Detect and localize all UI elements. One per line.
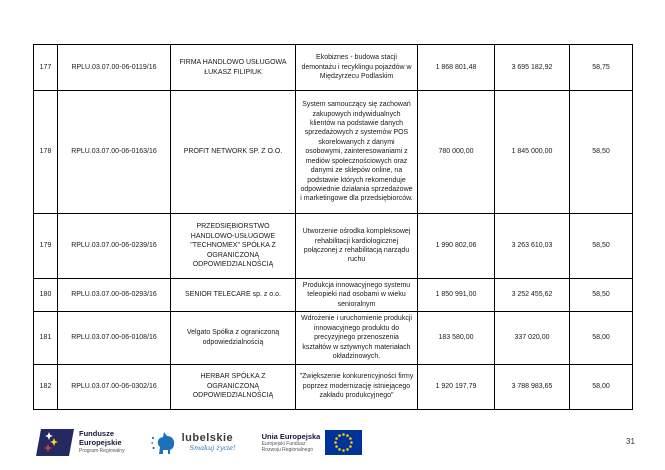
fundusze-title-line2: Europejskie [79, 437, 122, 447]
cell-row-number: 179 [34, 214, 58, 279]
cell-project-code: RPLU.03.07.00-06-0163/16 [58, 91, 171, 214]
lubelskie-tagline: Smakuj życie! [189, 443, 236, 452]
cell-applicant-name: PRZEDSIĘBIORSTWO HANDLOWO-USŁUGOWE "TECHNOMEX" SPÓŁKA Z OGRANICZONĄ ODPOWIEDZIALNOŚCIĄ [171, 214, 296, 279]
cell-applicant-name: FIRMA HANDLOWO USŁUGOWA ŁUKASZ FILIPIUK [171, 45, 296, 91]
cell-funding-amount: 1 868 801,48 [418, 45, 495, 91]
cell-total-amount: 3 788 983,65 [495, 364, 570, 409]
cell-funding-amount: 183 580,00 [418, 312, 495, 364]
cell-project-title: System samouczący się zachowań zakupowych indywidualnych klientów na podstawie danych sprzedażowych z systemów POS skorelowanych z danymi osobowymi, zainteresowaniami z mediów społecznościowych oraz danymi ze sklepów online, na podstawie których rekomenduje odpowiednie działania sprzedażowe i marketingowe dla przedsiębiorców. [296, 91, 418, 214]
cell-score: 58,50 [570, 279, 633, 312]
cell-row-number: 180 [34, 279, 58, 312]
cell-score: 58,00 [570, 312, 633, 364]
lubelskie-wordmark: lubelskie [181, 431, 234, 444]
cell-total-amount: 3 252 455,62 [495, 279, 570, 312]
cell-project-code: RPLU.03.07.00-06-0293/16 [58, 279, 171, 312]
unia-subtitle-line1: Europejski Fundusz [261, 440, 306, 447]
fundusze-title-line1: Fundusze [79, 428, 114, 438]
unia-title: Unia Europejska [261, 431, 321, 441]
unia-europejska-text [262, 432, 321, 453]
cell-project-code: RPLU.03.07.00-06-0119/16 [58, 45, 171, 91]
page-number: 31 [626, 437, 635, 446]
cell-project-code: RPLU.03.07.00-06-0302/16 [58, 364, 171, 409]
cell-score: 58,50 [570, 214, 633, 279]
cell-project-title: "Zwiększenie konkurencyjności firmy poprzez modernizację istniejącego zakładu produkcyjnego" [296, 364, 418, 409]
cell-project-title: Produkcja innowacyjnego systemu teleopieki nad osobami w wieku senioralnym [296, 279, 418, 312]
projects-table-body [34, 45, 633, 410]
cell-score: 58,00 [570, 364, 633, 409]
cell-funding-amount: 1 850 991,00 [418, 279, 495, 312]
table-row [34, 312, 633, 364]
lubelskie-logo [151, 428, 236, 456]
projects-table [33, 44, 633, 410]
cell-funding-amount: 780 000,00 [418, 91, 495, 214]
cell-row-number: 178 [34, 91, 58, 214]
table-row [34, 45, 633, 91]
cell-total-amount: 337 020,00 [495, 312, 570, 364]
cell-row-number: 177 [34, 45, 58, 91]
cell-project-title: Utworzenie ośrodka kompleksowej rehabilitacji kardiologicznej połączonej z rehabilitacją narządu ruchu [296, 214, 418, 279]
cell-funding-amount: 1 920 197,79 [418, 364, 495, 409]
cell-score: 58,50 [570, 91, 633, 214]
cell-row-number: 181 [34, 312, 58, 364]
cell-project-code: RPLU.03.07.00-06-0239/16 [58, 214, 171, 279]
unia-subtitle-line2: Rozwoju Regionalnego [261, 446, 314, 453]
table-row [34, 91, 633, 214]
lubelskie-text [182, 433, 236, 452]
cell-funding-amount: 1 990 802,06 [418, 214, 495, 279]
cell-score: 58,75 [570, 45, 633, 91]
footer-logos [36, 422, 362, 462]
eu-flag-icon [325, 430, 362, 455]
lubelskie-goat-icon [151, 428, 177, 456]
cell-total-amount: 3 263 610,03 [495, 214, 570, 279]
cell-applicant-name: Velgato Spółka z ograniczoną odpowiedzialnością [171, 312, 296, 364]
cell-project-title: Ekobiznes - budowa stacji demontażu i recyklingu pojazdów w Międzyrzecu Podlaskim [296, 45, 418, 91]
table-row [34, 364, 633, 409]
cell-row-number: 182 [34, 364, 58, 409]
cell-applicant-name: PROFIT NETWORK SP. Z O.O. [171, 91, 296, 214]
cell-applicant-name: HERBAR SPÓŁKA Z OGRANICZONĄ ODPOWIEDZIALNOŚCIĄ [171, 364, 296, 409]
unia-europejska-logo [262, 430, 363, 455]
fundusze-subtitle: Program Regionalny [79, 448, 125, 455]
cell-total-amount: 1 845 000,00 [495, 91, 570, 214]
cell-total-amount: 3 695 182,92 [495, 45, 570, 91]
table-row [34, 279, 633, 312]
fundusze-europejskie-logo [36, 429, 125, 456]
cell-project-code: RPLU.03.07.00-06-0108/16 [58, 312, 171, 364]
fundusze-europejskie-flag-icon [36, 429, 74, 456]
cell-applicant-name: SENIOR TELECARE sp. z o.o. [171, 279, 296, 312]
table-row [34, 214, 633, 279]
cell-project-title: Wdrożenie i uruchomienie produkcji innowacyjnego produktu do precyzyjnego przenoszenia kształtów w sztywnych materiałach okładzinowych. [296, 312, 418, 364]
fundusze-europejskie-text [79, 430, 125, 454]
